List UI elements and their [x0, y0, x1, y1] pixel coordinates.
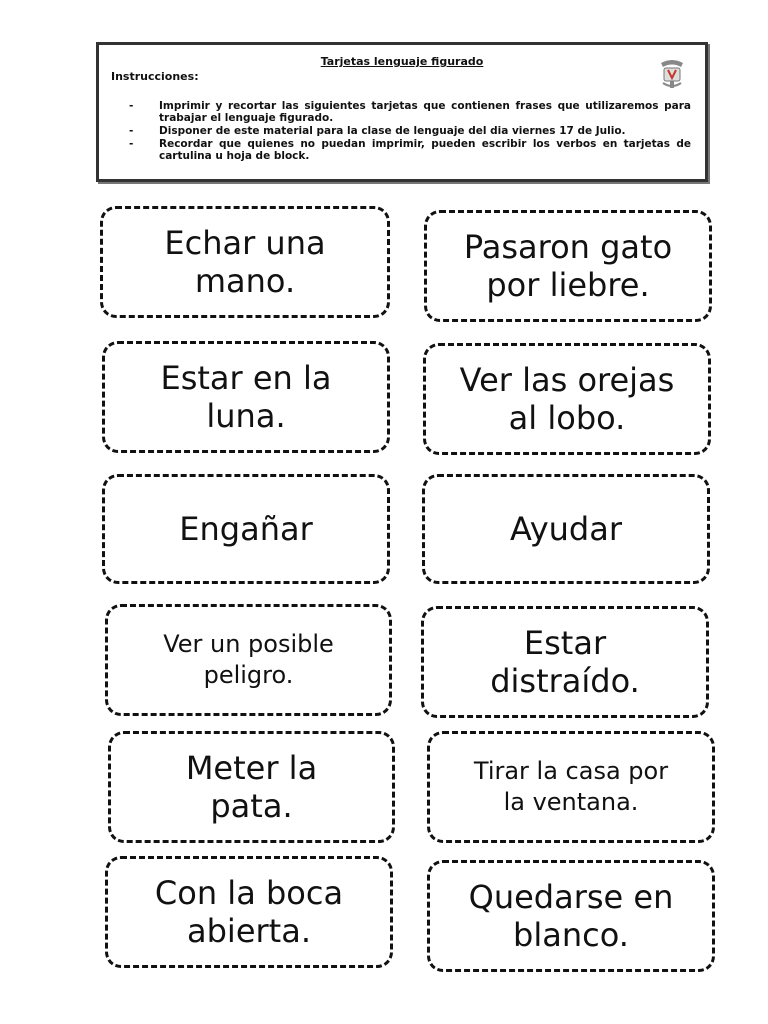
card-enganar [102, 474, 390, 584]
instructions-label: Instrucciones: [111, 70, 199, 83]
card-text: Quedarse en blanco. [468, 877, 674, 954]
card-text: Echar una mano. [164, 223, 326, 300]
card-estar-distraido [421, 606, 709, 718]
instruction-item: - Recordar que quienes no puedan imprimir, pueden escribir los verbos en tarjetas de cartulina u hoja de block. [129, 138, 691, 162]
card-text: Estar en la luna. [160, 358, 332, 435]
card-meter-la-pata [108, 731, 395, 843]
document-title: Tarjetas lenguaje figurado [320, 55, 484, 68]
card-estar-en-la-luna [102, 341, 390, 453]
card-ver-las-orejas-al-lobo [423, 343, 711, 455]
card-text: Engañar [179, 509, 313, 548]
card-text: Ayudar [509, 509, 622, 548]
card-text: Estar distraído. [490, 623, 640, 700]
instruction-item: - Disponer de este material para la clase de lenguaje del dia viernes 17 de Julio. [129, 125, 691, 137]
card-text: Tirar la casa por la ventana. [473, 756, 669, 816]
card-pasaron-gato-por-liebre [424, 210, 712, 322]
instructions-box [96, 42, 708, 182]
card-text: Ver un posible peligro. [163, 629, 334, 689]
card-text: Con la boca abierta. [154, 873, 344, 950]
instructions-list [129, 100, 691, 163]
card-quedarse-en-blanco [427, 860, 715, 972]
card-ver-un-posible-peligro [105, 604, 392, 716]
card-echar-una-mano [100, 206, 390, 318]
card-text: Meter la pata. [185, 748, 318, 825]
card-ayudar [422, 474, 710, 584]
card-con-la-boca-abierta [105, 856, 393, 968]
instruction-item: - Imprimir y recortar las siguientes tarjetas que contienen frases que utilizaremos para trabajar el lenguaje figurado. [129, 100, 691, 124]
school-logo-icon [657, 57, 687, 91]
card-tirar-la-casa-por-la-ventana [427, 731, 715, 843]
card-text: Ver las orejas al lobo. [459, 360, 675, 437]
card-text: Pasaron gato por liebre. [463, 227, 673, 304]
